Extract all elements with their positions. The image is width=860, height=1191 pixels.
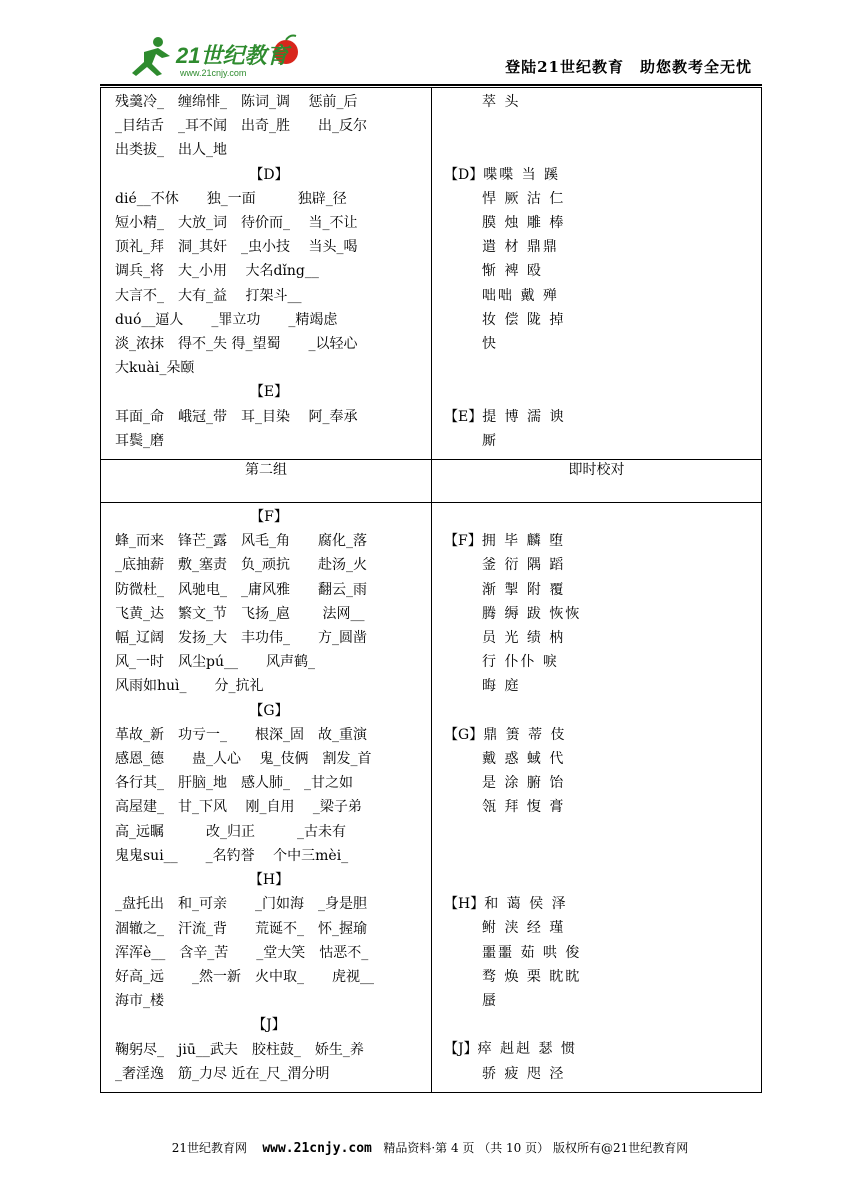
answer-text: 釜 衍 隅 蹈 <box>482 557 566 574</box>
answer-text: 行 仆仆 唳 <box>482 654 559 671</box>
answer-line <box>438 529 755 553</box>
answer-line <box>438 771 755 795</box>
answer-line <box>438 795 755 819</box>
exercise-line: 革故_新 功亏一_ 根深_固 故_重演 <box>115 726 367 743</box>
logo-url: www.21cnjy.com <box>180 68 247 78</box>
answer-text: 遣 材 鼎鼎 <box>482 239 559 256</box>
answer-text: 悍 厥 沽 仁 <box>482 190 566 207</box>
answer-text: 瓴 拜 愎 膏 <box>482 799 566 816</box>
answer-line <box>438 602 755 626</box>
table-row-group-header <box>101 460 762 503</box>
answer-line <box>438 235 755 259</box>
answer-text: 鼎 箦 蒂 伎 <box>483 726 567 743</box>
answer-line <box>438 965 755 989</box>
exercise-line: 风雨如huì_ 分_抗礼 <box>115 678 264 695</box>
answer-line <box>438 989 755 1013</box>
exercise-line: 残羹冷_ 缠绵悱_ 陈词_调 惩前_后 <box>115 94 358 110</box>
exercise-line: 飞黄_达 繁文_节 飞扬_扈 法网__ <box>115 605 365 622</box>
blank-line <box>438 356 755 380</box>
check-title: 即时校对 <box>432 460 762 503</box>
answer-section-label: 【F】 <box>444 533 482 550</box>
exercise-cell-bottom <box>101 503 432 1093</box>
exercise-line: duó__逼人 _罪立功 _精竭虑 <box>115 311 338 328</box>
exercise-lines-top <box>101 88 431 459</box>
answer-section-label: 【H】 <box>444 896 485 913</box>
answer-text: 喋喋 当 蹊 <box>483 166 561 183</box>
answer-section-label: 【D】 <box>444 166 484 183</box>
answer-text: 员 光 绩 枘 <box>482 630 566 647</box>
blank-line <box>438 505 755 529</box>
exercise-line: _目结舌 _耳不闻 出奇_胜 出_反尔 <box>115 118 367 135</box>
answer-line <box>438 332 755 356</box>
answer-line <box>438 405 755 429</box>
section-title: 【G】 <box>249 702 289 719</box>
answer-line <box>438 941 755 965</box>
exercise-line: 耳鬓_磨 <box>115 432 164 449</box>
answer-line <box>438 1037 755 1061</box>
answer-text: 噩噩 茹 哄 俊 <box>482 944 582 961</box>
answer-line <box>438 1062 755 1086</box>
exercise-table <box>100 87 762 1093</box>
exercise-line: 幅_辽阔 发扬_大 丰功伟_ 方_圆凿 <box>115 630 367 647</box>
exercise-line: 调兵_将 大_小用 大名dǐng__ <box>115 263 319 280</box>
exercise-line: dié__不休 独_一面 独辟_径 <box>115 190 347 207</box>
exercise-line: 大言不_ 大有_益 打架斗__ <box>115 287 302 304</box>
section-title: 【E】 <box>249 384 289 401</box>
blank-line <box>438 114 755 138</box>
exercise-line: 海市_楼 <box>115 993 164 1010</box>
answer-line <box>438 747 755 771</box>
answer-text: 萃 头 <box>482 94 521 110</box>
exercise-line: 顶礼_拜 洞_其奸 _虫小技 当头_喝 <box>115 239 358 256</box>
group-title: 第二组 <box>101 460 432 503</box>
logo-21cnjy <box>114 30 324 82</box>
exercise-line: 大kuài_朵颐 <box>115 360 195 377</box>
header-slogan: 登陆21世纪教育 助您教考全无忧 <box>505 58 752 76</box>
answer-text: 骄 疲 咫 泾 <box>482 1065 566 1082</box>
exercise-line: 蜂_而来 锋芒_露 风毛_角 腐化_落 <box>115 533 367 550</box>
page-footer <box>0 1139 860 1156</box>
exercise-line: 好高_远 _然一新 火中取_ 虎视__ <box>115 968 374 985</box>
answer-line <box>438 187 755 211</box>
section-title: 【J】 <box>252 1017 286 1034</box>
answer-text: 咄咄 戴 殚 <box>482 287 559 304</box>
blank-line <box>438 138 755 162</box>
answer-text: 和 蔼 侯 泽 <box>484 896 568 913</box>
answer-line <box>438 892 755 916</box>
answer-line <box>438 308 755 332</box>
answer-cell-top <box>432 88 762 460</box>
blank-line <box>438 820 755 844</box>
exercise-cell-top <box>101 88 432 460</box>
answer-lines-bottom <box>432 503 761 1092</box>
answer-text: 鲋 浃 经 瑾 <box>482 920 566 937</box>
exercise-line: 高屋建_ 甘_下风 刚_自用 _梁子弟 <box>115 799 362 816</box>
table-row-bottom <box>101 503 762 1093</box>
answer-text: 拥 毕 麟 堕 <box>481 533 566 550</box>
answer-line <box>438 284 755 308</box>
exercise-line: 各行其_ 肝脑_地 感人肺_ _甘之如 <box>115 775 353 792</box>
exercise-lines-bottom <box>101 503 431 1092</box>
answer-text: 渐 掣 附 覆 <box>482 581 566 598</box>
footer-page-info: 精品资料·第 4 页 （共 10 页） 版权所有@21世纪教育网 <box>383 1141 689 1155</box>
answer-text: 腾 缛 跋 恢恢 <box>482 605 582 622</box>
answer-line <box>438 211 755 235</box>
answer-text: 是 涂 腑 饴 <box>482 775 566 792</box>
answer-section-label: 【E】 <box>444 408 483 425</box>
footer-url[interactable]: www.21cnjy.com <box>262 1141 372 1156</box>
exercise-line: _奢淫逸 筋_力尽 近在_尺_渭分明 <box>115 1065 330 1082</box>
answer-text: 厮 <box>482 432 498 449</box>
answer-text: 晦 庭 <box>482 678 521 695</box>
header-divider <box>100 84 762 86</box>
answer-line <box>438 163 755 187</box>
answer-line <box>438 429 755 453</box>
answer-line <box>438 626 755 650</box>
answer-line <box>438 723 755 747</box>
exercise-line: 淡_浓抹 得不_失 得_望蜀 _以轻心 <box>115 336 358 353</box>
answer-section-label: 【G】 <box>444 726 484 743</box>
answer-line <box>438 90 755 114</box>
exercise-line: 鞠躬尽_ jiū__武夫 胶柱鼓_ 娇生_养 <box>115 1041 364 1058</box>
section-title: 【F】 <box>250 509 288 526</box>
answer-text: 快 <box>482 336 498 352</box>
exercise-line: 鬼鬼sui__ _名钓誉 个中三mèi_ <box>115 847 349 864</box>
runner-icon <box>132 37 170 76</box>
answer-cell-bottom <box>432 503 762 1093</box>
exercise-line: 出类拔_ 出人_地 <box>115 142 227 159</box>
section-title: 【D】 <box>249 166 289 183</box>
exercise-line: 耳面_命 峨冠_带 耳_目染 阿_奉承 <box>115 408 358 425</box>
blank-line <box>438 868 755 892</box>
answer-text: 蜃 <box>482 993 498 1010</box>
blank-line <box>438 844 755 868</box>
exercise-line: 风_一时 风尘pú__ 风声鹤_ <box>115 654 315 671</box>
footer-site: 21世纪教育网 <box>171 1141 248 1155</box>
exercise-line: _盘托出 和_可亲 _门如海 _身是胆 <box>115 896 367 913</box>
section-title: 【H】 <box>248 872 290 889</box>
answer-line <box>438 259 755 283</box>
exercise-line: _底抽薪 敷_塞责 负_顽抗 赴汤_火 <box>115 557 367 574</box>
blank-line <box>438 1013 755 1037</box>
answer-text: 膜 烛 雕 棒 <box>482 214 566 231</box>
exercise-line: 感恩_德 蛊_人心 鬼_伎俩 割发_首 <box>115 751 372 768</box>
exercise-line: 防微杜_ 风驰电_ _庸风雅 翻云_雨 <box>115 581 367 598</box>
answer-text: 瘁 赳赳 瑟 惯 <box>477 1041 577 1058</box>
answer-text: 戴 惑 蜮 代 <box>482 751 566 768</box>
logo-text: 21世纪教育 <box>176 43 289 68</box>
blank-line <box>438 380 755 404</box>
table-row-top <box>101 88 762 460</box>
answer-text: 骛 焕 栗 眈眈 <box>482 968 582 985</box>
answer-text: 提 博 濡 谀 <box>482 408 566 425</box>
answer-line <box>438 578 755 602</box>
blank-line <box>438 699 755 723</box>
answer-text: 惭 裨 殴 <box>482 263 543 280</box>
answer-text: 妆 偿 陇 掉 <box>482 311 566 328</box>
exercise-line: 短小精_ 大放_词 待价而_ 当_不让 <box>115 215 358 232</box>
answer-line <box>438 553 755 577</box>
answer-line <box>438 650 755 674</box>
answer-lines-top <box>432 88 761 459</box>
exercise-line: 高_远瞩 改_归正 _古未有 <box>115 823 346 840</box>
answer-line <box>438 674 755 698</box>
exercise-line: 涸辙之_ 汗流_背 荒诞不_ 怀_握瑜 <box>115 920 367 937</box>
answer-section-label: 【J】 <box>444 1041 478 1058</box>
exercise-line: 浑浑è__ 含辛_苦 _堂大笑 怙恶不_ <box>115 944 369 961</box>
answer-line <box>438 916 755 940</box>
page-header <box>100 30 762 82</box>
